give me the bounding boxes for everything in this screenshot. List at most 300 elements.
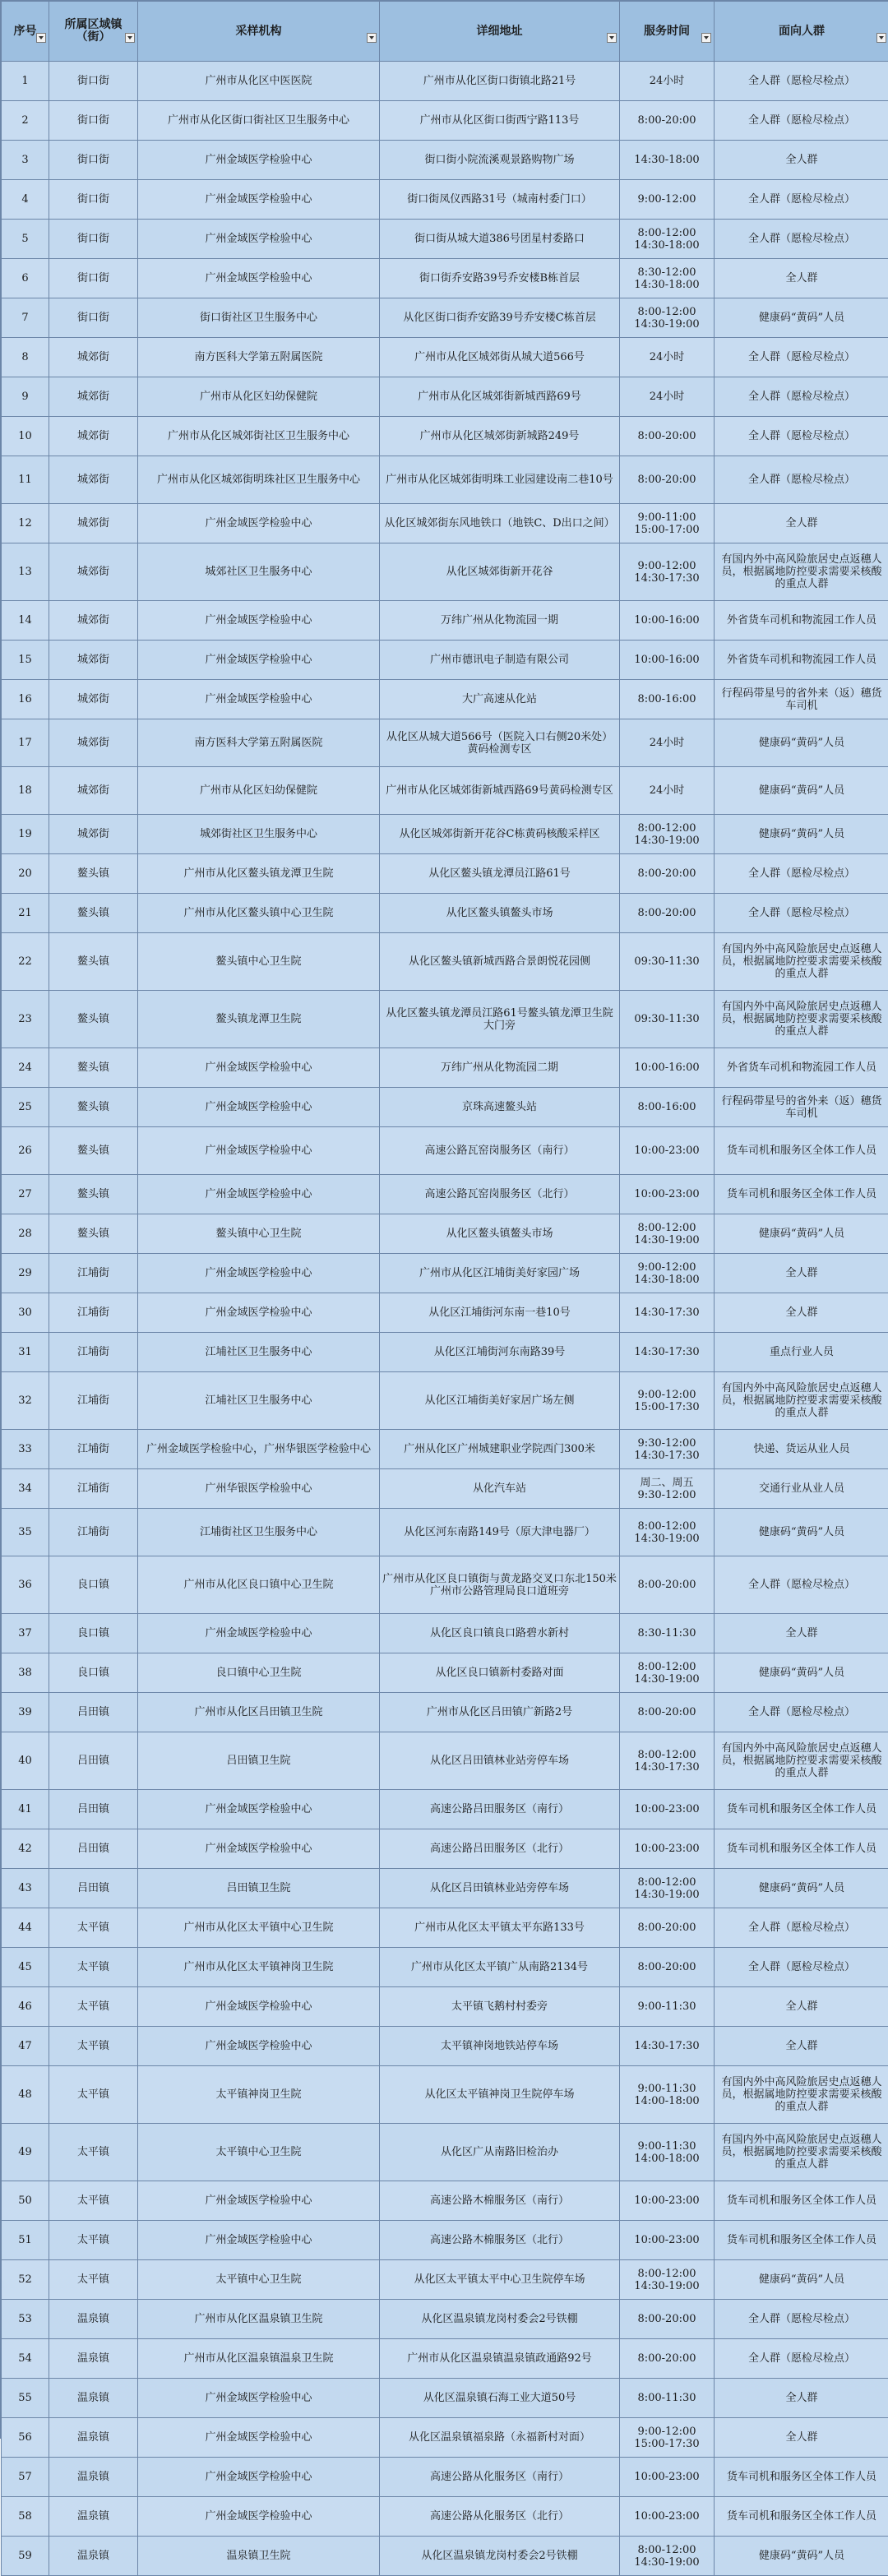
cell-town: 城郊街: [49, 680, 138, 719]
cell-town: 温泉镇: [49, 2300, 138, 2339]
cell-hours: 10:00-23:00: [620, 2181, 715, 2221]
table-row: [2, 1214, 888, 1254]
cell-audience: 全人群（愿检尽检点）: [715, 1948, 888, 1987]
cell-audience: 重点行业人员: [715, 1333, 888, 1372]
table-row: [2, 338, 888, 377]
cell-audience: 全人群: [715, 2418, 888, 2458]
cell-index: 18: [2, 767, 49, 815]
table-row: [2, 2458, 888, 2497]
cell-audience: 快递、货运从业人员: [715, 1430, 888, 1469]
table-row: [2, 543, 888, 601]
cell-town: 鳌头镇: [49, 933, 138, 991]
cell-index: 11: [2, 456, 49, 504]
cell-institution: 广州金域医学检验中心: [138, 259, 380, 298]
cell-audience: 外省货车司机和物流园工作人员: [715, 641, 888, 680]
table-row: [2, 1869, 888, 1908]
cell-address: 高速公路吕田服务区（北行）: [380, 1829, 620, 1869]
header-index[interactable]: [2, 2, 49, 62]
cell-address: 从化区吕田镇林业站旁停车场: [380, 1869, 620, 1908]
table-row: [2, 2300, 888, 2339]
cell-hours: 8:00-12:00 14:30-18:00: [620, 220, 715, 259]
cell-audience: 货车司机和服务区全体工作人员: [715, 2221, 888, 2260]
cell-address: 高速公路吕田服务区（南行）: [380, 1790, 620, 1829]
cell-audience: 有国内外中高风险旅居史点返穗人员，根据属地防控要求需要采核酸的重点人群: [715, 1732, 888, 1790]
cell-town: 温泉镇: [49, 2418, 138, 2458]
cell-town: 太平镇: [49, 2221, 138, 2260]
cell-institution: 鳌头镇龙潭卫生院: [138, 991, 380, 1048]
cell-hours: 10:00-23:00: [620, 2458, 715, 2497]
cell-index: 27: [2, 1175, 49, 1214]
table-row: [2, 417, 888, 456]
cell-address: 从化区温泉镇龙岗村委会2号铁棚: [380, 2300, 620, 2339]
cell-hours: 8:00-20:00: [620, 1556, 715, 1614]
table-row: [2, 504, 888, 543]
cell-hours: 8:00-16:00: [620, 1088, 715, 1127]
cell-institution: 广州市从化区良口镇中心卫生院: [138, 1556, 380, 1614]
table-row: [2, 680, 888, 719]
table-row: [2, 141, 888, 180]
cell-index: 52: [2, 2260, 49, 2300]
filter-dropdown-icon[interactable]: [125, 33, 135, 43]
cell-institution: 广州市从化区妇幼保健院: [138, 377, 380, 417]
cell-town: 城郊街: [49, 456, 138, 504]
cell-index: 25: [2, 1088, 49, 1127]
cell-hours: 8:00-12:00 14:30-19:00: [620, 815, 715, 854]
cell-town: 街口街: [49, 62, 138, 101]
cell-hours: 9:00-12:00 15:00-17:30: [620, 1372, 715, 1430]
cell-audience: 货车司机和服务区全体工作人员: [715, 1175, 888, 1214]
cell-index: 37: [2, 1614, 49, 1653]
cell-index: 21: [2, 894, 49, 933]
cell-town: 江埔街: [49, 1430, 138, 1469]
cell-town: 城郊街: [49, 377, 138, 417]
cell-index: 22: [2, 933, 49, 991]
header-address[interactable]: [380, 2, 620, 62]
cell-address: 从化区鳌头镇鳌头市场: [380, 894, 620, 933]
cell-address: 从化区城郊街东风地铁口（地铁C、D出口之间）: [380, 504, 620, 543]
cell-hours: 14:30-17:30: [620, 1333, 715, 1372]
table-row: [2, 2379, 888, 2418]
cell-address: 从化区江埔街美好家居广场左侧: [380, 1372, 620, 1430]
table-row: [2, 1372, 888, 1430]
cell-hours: 09:30-11:30: [620, 933, 715, 991]
cell-hours: 8:00-20:00: [620, 2339, 715, 2379]
cell-audience: 健康码“黄码”人员: [715, 298, 888, 338]
cell-audience: 行程码带星号的省外来（返）穗货车司机: [715, 1088, 888, 1127]
cell-town: 太平镇: [49, 1908, 138, 1948]
cell-institution: 广州市从化区吕田镇卫生院: [138, 1693, 380, 1732]
cell-institution: 广州华银医学检验中心: [138, 1469, 380, 1509]
cell-town: 太平镇: [49, 2181, 138, 2221]
cell-index: 6: [2, 259, 49, 298]
cell-index: 43: [2, 1869, 49, 1908]
table-row: [2, 1614, 888, 1653]
cell-index: 40: [2, 1732, 49, 1790]
cell-audience: 健康码“黄码”人员: [715, 1653, 888, 1693]
cell-hours: 14:30-17:30: [620, 2027, 715, 2066]
cell-index: 53: [2, 2300, 49, 2339]
cell-address: 街口街凤仪西路31号（城南村委门口）: [380, 180, 620, 220]
cell-hours: 8:00-12:00 14:30-17:30: [620, 1732, 715, 1790]
cell-institution: 广州市从化区街口街社区卫生服务中心: [138, 101, 380, 141]
cell-hours: 10:00-16:00: [620, 641, 715, 680]
cell-address: 高速公路木棉服务区（北行）: [380, 2221, 620, 2260]
table-row: [2, 854, 888, 894]
cell-institution: 广州金域医学检验中心: [138, 220, 380, 259]
cell-town: 鳌头镇: [49, 1175, 138, 1214]
cell-address: 从化区鳌头镇龙潭员江路61号鳌头镇龙潭卫生院大门旁: [380, 991, 620, 1048]
cell-address: 从化区河东南路149号（原大津电器厂）: [380, 1509, 620, 1556]
cell-town: 吕田镇: [49, 1693, 138, 1732]
cell-institution: 广州金域医学检验中心: [138, 1088, 380, 1127]
cell-address: 万纬广州从化物流园一期: [380, 601, 620, 641]
cell-hours: 8:00-12:00 14:30-19:00: [620, 2260, 715, 2300]
cell-hours: 8:00-12:00 14:30-19:00: [620, 2537, 715, 2576]
cell-hours: 10:00-16:00: [620, 601, 715, 641]
table-row: [2, 2260, 888, 2300]
cell-institution: 广州金域医学检验中心: [138, 1790, 380, 1829]
table-row: [2, 1693, 888, 1732]
cell-hours: 周二、周五 9:30-12:00: [620, 1469, 715, 1509]
cell-town: 鳌头镇: [49, 1214, 138, 1254]
table-row: [2, 2181, 888, 2221]
cell-audience: 健康码“黄码”人员: [715, 2537, 888, 2576]
cell-index: 36: [2, 1556, 49, 1614]
cell-town: 街口街: [49, 101, 138, 141]
table-row: [2, 2418, 888, 2458]
cell-index: 19: [2, 815, 49, 854]
table-row: [2, 456, 888, 504]
cell-index: 20: [2, 854, 49, 894]
header-town-label: 所属区域镇（街）: [65, 18, 123, 44]
cell-address: 广州市从化区太平镇广从南路2134号: [380, 1948, 620, 1987]
cell-address: 太平镇神岗地铁站停车场: [380, 2027, 620, 2066]
cell-institution: 广州市从化区太平镇神岗卫生院: [138, 1948, 380, 1987]
cell-town: 吕田镇: [49, 1869, 138, 1908]
cell-town: 吕田镇: [49, 1790, 138, 1829]
cell-address: 从化区温泉镇石海工业大道50号: [380, 2379, 620, 2418]
cell-hours: 24小时: [620, 719, 715, 767]
cell-town: 良口镇: [49, 1653, 138, 1693]
cell-audience: 交通行业从业人员: [715, 1469, 888, 1509]
header-hours[interactable]: [620, 2, 715, 62]
cell-institution: 广州金域医学检验中心: [138, 1987, 380, 2027]
cell-address: 从化区鳌头镇龙潭员江路61号: [380, 854, 620, 894]
cell-index: 57: [2, 2458, 49, 2497]
table-row: [2, 1430, 888, 1469]
cell-hours: 8:00-20:00: [620, 1948, 715, 1987]
table-row: [2, 2066, 888, 2124]
cell-institution: 城郊街社区卫生服务中心: [138, 815, 380, 854]
cell-audience: 全人群（愿检尽检点）: [715, 338, 888, 377]
cell-institution: 广州金域医学检验中心: [138, 1829, 380, 1869]
cell-institution: 广州市从化区温泉镇卫生院: [138, 2300, 380, 2339]
cell-address: 广州市从化区街口街西宁路113号: [380, 101, 620, 141]
cell-audience: 全人群（愿检尽检点）: [715, 220, 888, 259]
cell-index: 38: [2, 1653, 49, 1693]
cell-address: 广州市从化区街口街镇北路21号: [380, 62, 620, 101]
table-row: [2, 1556, 888, 1614]
cell-hours: 9:00-11:30 14:00-18:00: [620, 2124, 715, 2181]
header-address-label: 详细地址: [477, 25, 523, 38]
cell-address: 广州市从化区城郊街新城西路69号: [380, 377, 620, 417]
cell-address: 广州市从化区城郊街从城大道566号: [380, 338, 620, 377]
cell-town: 街口街: [49, 220, 138, 259]
cell-audience: 外省货车司机和物流园工作人员: [715, 1048, 888, 1088]
cell-town: 鳌头镇: [49, 854, 138, 894]
cell-hours: 10:00-16:00: [620, 1048, 715, 1088]
cell-audience: 全人群（愿检尽检点）: [715, 2300, 888, 2339]
table-row: [2, 2339, 888, 2379]
cell-institution: 广州市从化区温泉镇温泉卫生院: [138, 2339, 380, 2379]
filter-dropdown-icon[interactable]: [876, 33, 886, 43]
cell-town: 太平镇: [49, 2027, 138, 2066]
cell-town: 江埔街: [49, 1372, 138, 1430]
cell-address: 从化区从城大道566号（医院入口右侧20米处）黄码检测专区: [380, 719, 620, 767]
cell-town: 城郊街: [49, 719, 138, 767]
header-audience[interactable]: [715, 2, 888, 62]
cell-town: 江埔街: [49, 1333, 138, 1372]
table-row: [2, 1732, 888, 1790]
cell-index: 51: [2, 2221, 49, 2260]
table-row: [2, 2497, 888, 2537]
cell-audience: 全人群: [715, 259, 888, 298]
cell-address: 从化区良口镇良口路碧水新村: [380, 1614, 620, 1653]
cell-index: 31: [2, 1333, 49, 1372]
table-row: [2, 1293, 888, 1333]
cell-address: 高速公路瓦窑岗服务区（北行）: [380, 1175, 620, 1214]
table-row: [2, 2027, 888, 2066]
cell-institution: 广州金域医学检验中心: [138, 641, 380, 680]
cell-address: 广州市从化区城郊街新城路249号: [380, 417, 620, 456]
cell-audience: 有国内外中高风险旅居史点返穗人员，根据属地防控要求需要采核酸的重点人群: [715, 991, 888, 1048]
cell-town: 良口镇: [49, 1614, 138, 1653]
cell-audience: 全人群（愿检尽检点）: [715, 62, 888, 101]
cell-address: 京珠高速鳌头站: [380, 1088, 620, 1127]
cell-town: 太平镇: [49, 2124, 138, 2181]
cell-hours: 9:00-12:00 14:30-18:00: [620, 1254, 715, 1293]
cell-hours: 9:00-11:30: [620, 1987, 715, 2027]
cell-address: 从化区城郊街新开花谷C栋黄码核酸采样区: [380, 815, 620, 854]
cell-index: 35: [2, 1509, 49, 1556]
table-row: [2, 1653, 888, 1693]
cell-address: 广州市从化区温泉镇温泉镇政通路92号: [380, 2339, 620, 2379]
cell-institution: 广州市从化区城郊街社区卫生服务中心: [138, 417, 380, 456]
cell-index: 16: [2, 680, 49, 719]
cell-hours: 8:00-20:00: [620, 417, 715, 456]
cell-address: 从化区太平镇神岗卫生院停车场: [380, 2066, 620, 2124]
header-audience-label: 面向人群: [779, 25, 825, 38]
cell-hours: 8:00-12:00 14:30-19:00: [620, 1214, 715, 1254]
cell-institution: 广州金域医学检验中心: [138, 1048, 380, 1088]
cell-town: 城郊街: [49, 641, 138, 680]
cell-address: 从化区太平镇太平中心卫生院停车场: [380, 2260, 620, 2300]
cell-institution: 吕田镇卫生院: [138, 1732, 380, 1790]
table-row: [2, 1048, 888, 1088]
cell-town: 城郊街: [49, 815, 138, 854]
cell-audience: 货车司机和服务区全体工作人员: [715, 1790, 888, 1829]
cell-audience: 健康码“黄码”人员: [715, 767, 888, 815]
cell-index: 9: [2, 377, 49, 417]
cell-address: 从化区街口街乔安路39号乔安楼C栋首层: [380, 298, 620, 338]
cell-hours: 10:00-23:00: [620, 2221, 715, 2260]
cell-audience: 货车司机和服务区全体工作人员: [715, 1829, 888, 1869]
cell-index: 24: [2, 1048, 49, 1088]
cell-town: 城郊街: [49, 338, 138, 377]
cell-address: 万纬广州从化物流园二期: [380, 1048, 620, 1088]
cell-index: 23: [2, 991, 49, 1048]
cell-audience: 有国内外中高风险旅居史点返穗人员，根据属地防控要求需要采核酸的重点人群: [715, 2124, 888, 2181]
table-row: [2, 1254, 888, 1293]
cell-hours: 10:00-23:00: [620, 1175, 715, 1214]
cell-index: 50: [2, 2181, 49, 2221]
cell-hours: 8:00-12:00 14:30-19:00: [620, 1653, 715, 1693]
header-institution[interactable]: [138, 2, 380, 62]
cell-institution: 城郊社区卫生服务中心: [138, 543, 380, 601]
cell-address: 广州市德讯电子制造有限公司: [380, 641, 620, 680]
cell-index: 3: [2, 141, 49, 180]
table-row: [2, 1469, 888, 1509]
cell-institution: 广州市从化区鳌头镇龙潭卫生院: [138, 854, 380, 894]
cell-institution: 江埔社区卫生服务中心: [138, 1372, 380, 1430]
cell-hours: 8:00-20:00: [620, 1693, 715, 1732]
cell-address: 从化区鳌头镇鳌头市场: [380, 1214, 620, 1254]
cell-institution: 广州金域医学检验中心: [138, 1614, 380, 1653]
cell-index: 12: [2, 504, 49, 543]
cell-address: 广州市从化区良口镇街与黄龙路交叉口东北150米广州市公路管理局良口道班旁: [380, 1556, 620, 1614]
cell-index: 15: [2, 641, 49, 680]
header-town[interactable]: [49, 2, 138, 62]
cell-town: 温泉镇: [49, 2339, 138, 2379]
cell-audience: 健康码“黄码”人员: [715, 815, 888, 854]
cell-audience: 全人群（愿检尽检点）: [715, 101, 888, 141]
cell-institution: 广州市从化区鳌头镇中心卫生院: [138, 894, 380, 933]
cell-address: 从化汽车站: [380, 1469, 620, 1509]
cell-hours: 10:00-23:00: [620, 1790, 715, 1829]
cell-address: 高速公路木棉服务区（南行）: [380, 2181, 620, 2221]
cell-institution: 广州金域医学检验中心: [138, 1254, 380, 1293]
table-row: [2, 62, 888, 101]
cell-index: 29: [2, 1254, 49, 1293]
cell-town: 城郊街: [49, 767, 138, 815]
cell-institution: 鳌头镇中心卫生院: [138, 933, 380, 991]
cell-town: 吕田镇: [49, 1829, 138, 1869]
cell-institution: 广州市从化区太平镇中心卫生院: [138, 1908, 380, 1948]
cell-audience: 货车司机和服务区全体工作人员: [715, 2458, 888, 2497]
cell-hours: 24小时: [620, 767, 715, 815]
cell-audience: 全人群（愿检尽检点）: [715, 417, 888, 456]
cell-address: 从化区江埔街河东南路39号: [380, 1333, 620, 1372]
cell-institution: 广州金域医学检验中心: [138, 1127, 380, 1175]
cell-index: 28: [2, 1214, 49, 1254]
cell-hours: 8:00-12:00 14:30-19:00: [620, 298, 715, 338]
cell-audience: 货车司机和服务区全体工作人员: [715, 2181, 888, 2221]
cell-audience: 健康码“黄码”人员: [715, 1509, 888, 1556]
cell-audience: 健康码“黄码”人员: [715, 1214, 888, 1254]
cell-institution: 良口镇中心卫生院: [138, 1653, 380, 1693]
table-row: [2, 641, 888, 680]
cell-address: 广州市从化区太平镇太平东路133号: [380, 1908, 620, 1948]
cell-institution: 广州市从化区中医医院: [138, 62, 380, 101]
cell-hours: 8:00-20:00: [620, 854, 715, 894]
table-row: [2, 1127, 888, 1175]
cell-index: 49: [2, 2124, 49, 2181]
cell-institution: 南方医科大学第五附属医院: [138, 719, 380, 767]
cell-audience: 全人群（愿检尽检点）: [715, 1556, 888, 1614]
table-row: [2, 2221, 888, 2260]
cell-audience: 健康码“黄码”人员: [715, 1869, 888, 1908]
cell-address: 从化区良口镇新村委路对面: [380, 1653, 620, 1693]
cell-town: 吕田镇: [49, 1732, 138, 1790]
cell-town: 鳌头镇: [49, 1088, 138, 1127]
cell-address: 高速公路瓦窑岗服务区（南行）: [380, 1127, 620, 1175]
cell-institution: 南方医科大学第五附属医院: [138, 338, 380, 377]
cell-index: 33: [2, 1430, 49, 1469]
cell-hours: 14:30-17:30: [620, 1293, 715, 1333]
table-row: [2, 377, 888, 417]
cell-address: 街口街小院流溪观景路购物广场: [380, 141, 620, 180]
cell-institution: 广州市从化区城郊街明珠社区卫生服务中心: [138, 456, 380, 504]
table-row: [2, 601, 888, 641]
cell-index: 34: [2, 1469, 49, 1509]
cell-index: 45: [2, 1948, 49, 1987]
cell-audience: 全人群（愿检尽检点）: [715, 456, 888, 504]
cell-hours: 24小时: [620, 377, 715, 417]
cell-town: 温泉镇: [49, 2458, 138, 2497]
cell-index: 54: [2, 2339, 49, 2379]
cell-institution: 广州金域医学检验中心: [138, 2379, 380, 2418]
cell-hours: 14:30-18:00: [620, 141, 715, 180]
filter-dropdown-icon[interactable]: [701, 33, 711, 43]
table-row: [2, 1948, 888, 1987]
cell-institution: 街口街社区卫生服务中心: [138, 298, 380, 338]
table-row: [2, 2124, 888, 2181]
table-row: [2, 1829, 888, 1869]
header-row: [2, 2, 888, 62]
cell-town: 城郊街: [49, 417, 138, 456]
cell-institution: 太平镇中心卫生院: [138, 2260, 380, 2300]
table-row: [2, 298, 888, 338]
cell-hours: 10:00-23:00: [620, 1829, 715, 1869]
cell-town: 太平镇: [49, 1987, 138, 2027]
table-row: [2, 220, 888, 259]
table-row: [2, 894, 888, 933]
cell-institution: 广州金域医学检验中心，广州华银医学检验中心: [138, 1430, 380, 1469]
cell-audience: 全人群（愿检尽检点）: [715, 180, 888, 220]
cell-audience: 健康码“黄码”人员: [715, 719, 888, 767]
cell-index: 39: [2, 1693, 49, 1732]
filter-dropdown-icon[interactable]: [607, 33, 617, 43]
cell-town: 太平镇: [49, 2066, 138, 2124]
cell-hours: 8:30-11:30: [620, 1614, 715, 1653]
cell-audience: 全人群（愿检尽检点）: [715, 377, 888, 417]
cell-index: 26: [2, 1127, 49, 1175]
cell-audience: 外省货车司机和物流园工作人员: [715, 601, 888, 641]
filter-dropdown-icon[interactable]: [367, 33, 377, 43]
cell-town: 城郊街: [49, 504, 138, 543]
cell-institution: 广州金域医学检验中心: [138, 2497, 380, 2537]
cell-audience: 全人群: [715, 1254, 888, 1293]
cell-address: 从化区广从南路旧检治办: [380, 2124, 620, 2181]
cell-hours: 8:00-12:00 14:30-19:00: [620, 1509, 715, 1556]
cell-institution: 广州金域医学检验中心: [138, 141, 380, 180]
cell-index: 5: [2, 220, 49, 259]
filter-dropdown-icon[interactable]: [36, 33, 46, 43]
cell-town: 鳌头镇: [49, 894, 138, 933]
cell-town: 城郊街: [49, 543, 138, 601]
cell-index: 1: [2, 62, 49, 101]
cell-institution: 江埔街社区卫生服务中心: [138, 1509, 380, 1556]
